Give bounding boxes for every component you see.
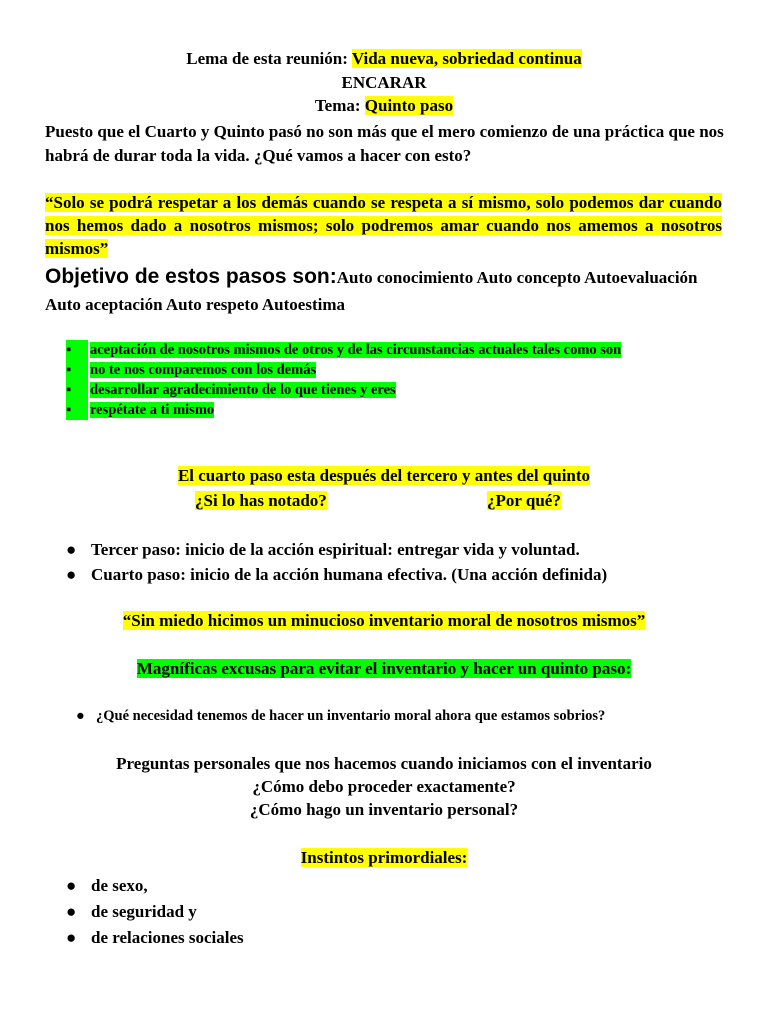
list-item: ▪ aceptación de nosotros mismos de otros y de las circunstancias actuales tales como son	[66, 342, 622, 358]
bullet-icon: ●	[66, 540, 77, 559]
list-item: ● de seguridad y	[66, 899, 666, 925]
tema-label: Tema:	[314, 96, 361, 115]
preguntas-line-1: Preguntas personales que nos hacemos cuando iniciamos con el inventario	[116, 754, 652, 773]
bullet-icon: ●	[66, 565, 77, 584]
respect-quote-text: “Solo se podrá respetar a los demás cuando se respeta a sí mismo, solo podemos dar cuando nos hemos dado a nosotros mismos; solo podremos amar cuando nos amemos a nosotros mismos”	[45, 193, 722, 258]
lema-value: Vida nueva, sobriedad continua	[351, 49, 582, 68]
bullet-icon: ●	[76, 708, 85, 724]
lema-line	[0, 48, 768, 70]
instintos-list	[66, 873, 666, 951]
square-bullet-icon: ▪	[66, 400, 88, 420]
green-list	[66, 340, 716, 420]
list-item: ▪ desarrollar agradecimiento de lo que tienes y eres	[66, 382, 396, 398]
tema-value: Quinto paso	[364, 96, 454, 115]
tema-line	[0, 95, 768, 117]
cuarto-line: El cuarto paso esta después del tercero y antes del quinto	[177, 466, 591, 485]
list-item: ▪ respétate a ti mismo	[66, 402, 215, 418]
objetivo-line	[45, 264, 735, 319]
preguntas-line-3: ¿Cómo hago un inventario personal?	[249, 800, 519, 819]
encarar-heading: ENCARAR	[341, 73, 427, 92]
intro-paragraph: Puesto que el Cuarto y Quinto pasó no son más que el mero comienzo de una práctica que nos habrá de durar toda la vida. ¿Qué vamos a hacer con esto?	[45, 122, 724, 165]
instintos-title: Instintos primordiales:	[300, 848, 468, 867]
square-bullet-icon: ▪	[66, 380, 88, 400]
objetivo-items: Auto conocimiento Auto concepto Autoevaluación Auto aceptación Auto respeto Autoestima	[45, 268, 698, 314]
list-item: ▪ no te nos comparemos con los demás	[66, 362, 317, 378]
bullet-icon: ●	[66, 902, 77, 921]
list-item: ● Tercer paso: inicio de la acción espiritual: entregar vida y voluntad.	[66, 537, 746, 562]
bullet-icon: ●	[66, 928, 77, 947]
preguntas-block	[0, 752, 768, 821]
respect-quote	[45, 191, 722, 260]
lema-label: Lema de esta reunión:	[186, 49, 348, 68]
question-noticed: ¿Si lo has notado?	[195, 491, 327, 510]
list-item: ● ¿Qué necesidad tenemos de hacer un inventario moral ahora que estamos sobrios?	[76, 708, 606, 724]
bullet-icon: ●	[66, 876, 77, 895]
list-item: ● de sexo,	[66, 873, 666, 899]
excusas-title: Magníficas excusas para evitar el inventario y hacer un quinto paso:	[136, 659, 632, 678]
preguntas-line-2: ¿Cómo debo proceder exactamente?	[252, 777, 516, 796]
pasos-list	[66, 537, 746, 587]
excusas-list	[76, 706, 756, 726]
list-item: ● de relaciones sociales	[66, 925, 666, 951]
square-bullet-icon: ▪	[66, 340, 88, 360]
inventory-quote: “Sin miedo hicimos un minucioso inventario moral de nosotros mismos”	[122, 611, 646, 630]
objetivo-label: Objetivo de estos pasos son:	[45, 265, 337, 288]
question-why: ¿Por qué?	[487, 491, 561, 510]
square-bullet-icon: ▪	[66, 360, 88, 380]
list-item: ● Cuarto paso: inicio de la acción humana efectiva. (Una acción definida)	[66, 562, 746, 587]
